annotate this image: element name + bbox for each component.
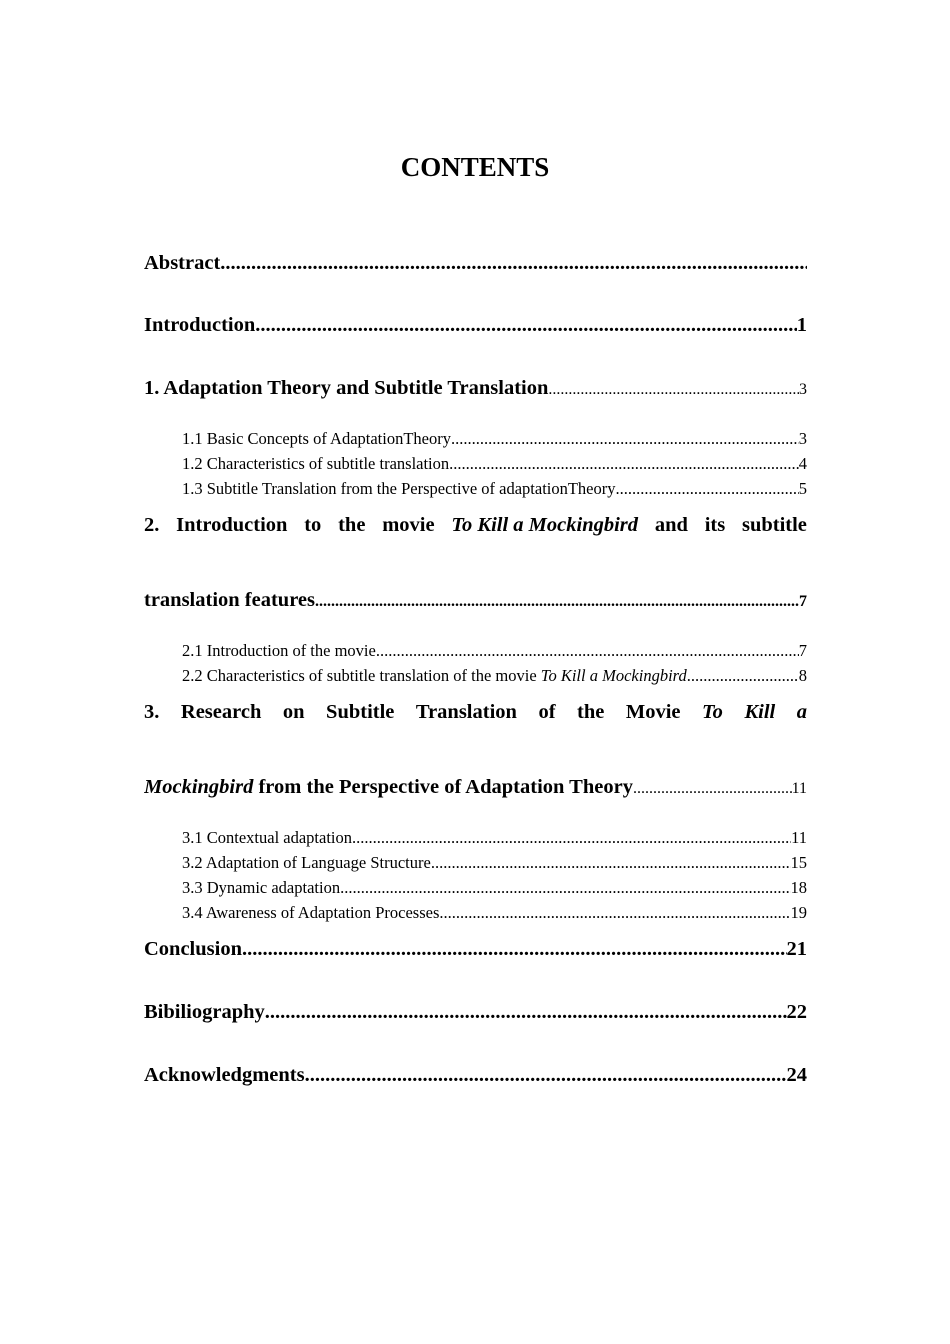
word: subtitle [741,514,807,536]
dot-leader [242,938,787,961]
dot-leader [616,479,799,499]
toc-entry-3-4[interactable] [182,903,807,923]
toc-entry-introduction[interactable] [144,314,807,337]
word-italic: Kill [744,701,776,723]
dot-leader [449,454,799,474]
toc-page-number: 24 [786,1064,807,1086]
word: Subtitle [326,701,395,723]
dot-leader [687,666,799,686]
toc-page-number: 7 [799,593,807,610]
toc-label: 3.1 Contextual adaptation [182,828,353,847]
label-text: 2.2 Characteristics of subtitle translation of the movie [182,666,541,685]
word: movie [382,514,435,536]
toc-label: 1. Adaptation Theory and Subtitle Translation [144,377,549,399]
toc-entry-chapter-2-line-1[interactable] [144,514,807,537]
toc-label: 1.2 Characteristics of subtitle translation [182,454,450,473]
toc-page-number: 1 [796,314,807,336]
toc-page-number: 3 [799,381,807,398]
dot-leader [220,252,807,275]
toc-entry-conclusion[interactable] [144,938,807,961]
toc-label: Conclusion [144,938,242,960]
movie-title: To Kill a Mockingbird [540,666,687,685]
toc-page-number: 3 [798,429,807,448]
toc-page-number: 5 [798,479,807,498]
toc-entry-2-2[interactable] [182,666,807,686]
page-title: CONTENTS [400,152,550,182]
word: and [654,514,688,536]
word: of [538,701,556,723]
toc-entry-3-2[interactable] [182,853,807,873]
toc-label: 2.1 Introduction of the movie [182,641,376,660]
dot-leader [265,1001,787,1024]
word: Movie [625,701,681,723]
toc-page-number: 11 [791,828,807,847]
word: to [304,514,322,536]
word-italic: a [796,701,807,723]
word: the [338,514,366,536]
dot-leader [352,828,791,848]
toc-label: Acknowledgments [144,1064,305,1086]
word: 2. [144,514,160,536]
toc-label: Abstract [144,252,221,274]
toc-entry-2-1[interactable] [182,641,807,661]
toc-page-number: 8 [798,666,807,685]
toc-entry-chapter-2-line-2[interactable] [144,589,807,612]
toc-label: 1.3 Subtitle Translation from the Perspective of adaptationTheory [182,479,616,498]
toc-label: translation features [144,589,316,611]
movie-title: To Kill a Mockingbird [451,514,639,536]
dot-leader [451,429,799,449]
dot-leader [315,593,799,611]
dot-leader [376,641,799,661]
movie-title: Mockingbird [144,776,254,798]
toc-page-number: 7 [798,641,807,660]
toc-entry-chapter-3-line-1[interactable] [144,701,807,724]
toc-entry-1-1[interactable] [182,429,807,449]
word: Research [180,701,262,723]
toc-entry-abstract[interactable] [144,252,807,275]
toc-label: Introduction [144,314,256,336]
toc-page-number: 11 [791,780,807,797]
dot-leader [340,878,790,898]
toc-entry-3-3[interactable] [182,878,807,898]
dot-leader [255,314,796,337]
toc-label [144,776,633,799]
toc-entry-1-3[interactable] [182,479,807,499]
toc-entry-acknowledgments[interactable] [144,1064,807,1087]
word: Introduction [176,514,288,536]
word: its [704,514,726,536]
toc-label: 1.1 Basic Concepts of AdaptationTheory [182,429,451,448]
word: the [577,701,605,723]
word: 3. [144,701,160,723]
toc-page-number: 19 [790,903,807,922]
toc-page-number: 22 [786,1001,807,1023]
toc-label: 3.4 Awareness of Adaptation Processes [182,903,440,922]
toc-page-number: 4 [798,454,807,473]
toc-page-number: 21 [786,938,807,960]
label-text: from the Perspective of Adaptation Theory [253,776,633,798]
toc-label: Bibiliography [144,1001,265,1023]
toc-entry-1-2[interactable] [182,454,807,474]
toc-page-number: 18 [790,878,807,897]
toc-label: 3.2 Adaptation of Language Structure [182,853,431,872]
toc-entry-chapter-3-line-2[interactable] [144,776,807,799]
word: Translation [415,701,517,723]
dot-leader [431,853,791,873]
dot-leader [548,381,799,399]
toc-entry-chapter-1[interactable] [144,377,807,400]
toc-entry-bibliography[interactable] [144,1001,807,1024]
toc-label [182,666,687,686]
word-italic: To [702,701,723,723]
toc-page-number: 15 [790,853,807,872]
word: on [282,701,305,723]
dot-leader [439,903,790,923]
toc-label: 3.3 Dynamic adaptation [182,878,341,897]
dot-leader [633,780,792,798]
toc-entry-3-1[interactable] [182,828,807,848]
dot-leader [305,1064,787,1087]
